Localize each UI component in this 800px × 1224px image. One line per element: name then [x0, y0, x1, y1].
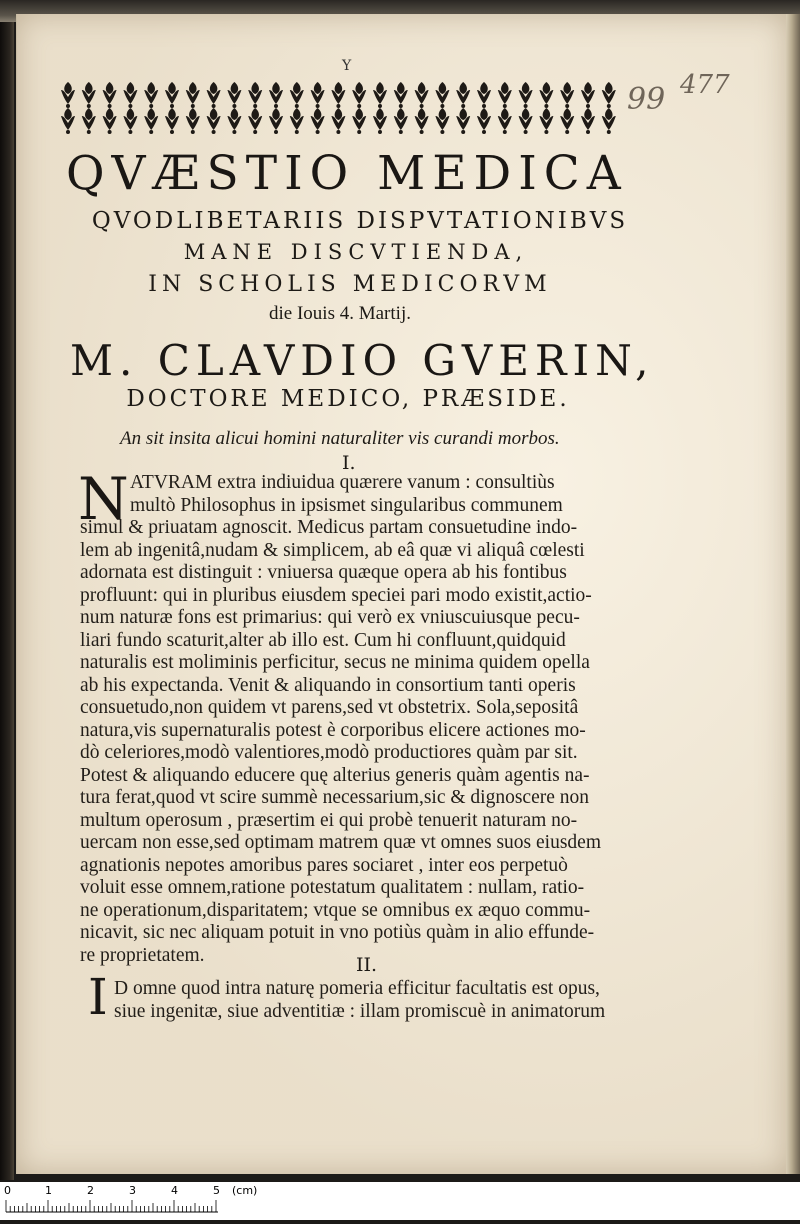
fleuron — [352, 82, 366, 108]
fleuron — [227, 108, 241, 134]
ruler-ticks — [0, 1182, 800, 1220]
fleuron — [61, 82, 75, 108]
fleuron — [82, 108, 96, 134]
ruler-label: 0 — [4, 1184, 11, 1197]
text-line: num naturæ fons est primarius: qui verò ex vniuscuiusque pecu- — [80, 607, 580, 628]
thesis-question: An sit insita alicui homini naturaliter vis curandi morbos. — [120, 428, 560, 449]
text-line: naturalis est moliminis perficitur, secus ne minima quidem opella — [80, 652, 590, 673]
section-2-text — [80, 978, 652, 1023]
fleuron — [165, 82, 179, 108]
text-line: uercam non esse,sed optimam matrem quæ vt omnes suos eiusdem — [80, 832, 601, 853]
fleuron — [165, 108, 179, 134]
fleuron — [311, 108, 325, 134]
fleuron — [394, 82, 408, 108]
fleuron — [186, 108, 200, 134]
text-line: natura,vis supernaturalis potest è corporibus elicere actiones mo- — [80, 719, 586, 741]
text-line: liari fundo scaturit,alter ab illo est. Cum hi confluunt,quidquid — [80, 629, 566, 651]
drop-cap-2: I — [88, 968, 108, 1026]
subtitle-line-2: MANE DISCVTIENDA, — [183, 240, 529, 264]
text-line: siue ingenitæ, siue adventitiæ : illam promiscuè in animatorum — [114, 1000, 606, 1022]
decorative-headpiece — [58, 80, 622, 134]
date-line: die Iouis 4. Martij. — [269, 303, 411, 324]
folio-number-ink: 477 — [680, 70, 730, 100]
fleuron — [311, 82, 325, 108]
fleuron — [456, 82, 470, 108]
fleuron — [207, 82, 221, 108]
fleuron — [207, 108, 221, 134]
fleuron — [103, 108, 117, 134]
ruler-label: 1 — [45, 1184, 52, 1197]
fleuron — [331, 108, 345, 134]
fleuron — [560, 82, 574, 108]
fleuron — [373, 82, 387, 108]
fleuron — [331, 82, 345, 108]
text-line: Potest & aliquando educere quę alterius generis quàm agentis na- — [80, 764, 590, 786]
praeses-name: M. CLAVDIO GVERIN, — [70, 336, 655, 385]
fleuron — [269, 108, 283, 134]
subtitle-line-1: QVODLIBETARIIS DISPVTATIONIBVS — [91, 208, 629, 234]
ruler-label: 4 — [171, 1184, 178, 1197]
fleuron — [394, 108, 408, 134]
text-line: agnationis nepotes amoribus pares sociaret , inter eos perpetuò — [80, 854, 568, 876]
fleuron — [248, 108, 262, 134]
page-title: QVÆSTIO MEDICA — [66, 146, 628, 201]
fleuron — [602, 82, 616, 108]
fleuron — [415, 108, 429, 134]
fleuron — [498, 82, 512, 108]
fleuron — [144, 108, 158, 134]
fleuron — [186, 82, 200, 108]
scale-ruler — [0, 1182, 800, 1220]
text-line: nicavit, sic nec aliquam potuit in vno potiùs quàm in alio effunde- — [80, 922, 595, 943]
fleuron — [123, 108, 137, 134]
fleuron — [539, 108, 553, 134]
fleuron — [602, 108, 616, 134]
fleuron — [539, 82, 553, 108]
folio-number-pencil: 99 — [627, 82, 666, 117]
fleuron — [290, 82, 304, 108]
fleuron — [456, 108, 470, 134]
praeses-title: DOCTORE MEDICO, PRÆSIDE. — [126, 386, 570, 412]
text-line: multò Philosophus in ipsismet singularibus communem — [130, 494, 563, 516]
text-line: profluunt: qui in pluribus eiusdem speciei pari modo existit,actio- — [80, 584, 592, 606]
ruler-label: 5 — [213, 1184, 220, 1197]
fleuron — [352, 108, 366, 134]
fleuron — [435, 82, 449, 108]
fleuron — [123, 82, 137, 108]
text-line: D omne quod intra naturę pomeria efficitur facultatis est opus, — [114, 978, 600, 999]
fleuron — [248, 82, 262, 108]
drop-cap-1: N — [78, 465, 129, 533]
ruler-label: 2 — [87, 1184, 94, 1197]
fleuron — [477, 108, 491, 134]
fleuron — [144, 82, 158, 108]
fleuron — [373, 108, 387, 134]
text-line: ab his expectanda. Venit & aliquando in consortium tanti operis — [80, 674, 576, 696]
fleuron — [498, 108, 512, 134]
text-line: consuetudo,non quidem vt parens,sed vt obstetrix. Sola,sepositâ — [80, 697, 579, 718]
text-line: voluit esse omnem,ratione potestatum qualitatem : nullam, ratio- — [80, 877, 585, 898]
fleuron — [519, 82, 533, 108]
fleuron — [290, 108, 304, 134]
fleuron — [82, 82, 96, 108]
fleuron — [560, 108, 574, 134]
text-line: dò celeriores,modò valentiores,modò productiores quàm par sit. — [80, 742, 578, 763]
fleuron — [519, 108, 533, 134]
fleuron — [61, 108, 75, 134]
subtitle-line-3: IN SCHOLIS MEDICORVM — [148, 272, 552, 297]
text-line: ne operationum,disparitatem; vtque se omnibus ex æquo commu- — [80, 899, 591, 921]
text-line: re proprietatem. — [80, 944, 205, 966]
text-line: multum operosum , præsertim ei qui probè tenuerit naturam no- — [80, 809, 578, 831]
page-right-edge — [786, 14, 800, 1174]
fleuron — [477, 82, 491, 108]
text-line: lem ab ingenitâ,nudam & simplicem, ab eâ quæ vi aliquâ cœlesti — [80, 539, 585, 561]
section-1-text — [78, 465, 648, 967]
fleuron — [581, 82, 595, 108]
fleuron — [435, 108, 449, 134]
signature-mark: Y — [342, 58, 352, 74]
text-line: tura ferat,quod vt scire summè necessarium,sic & dignoscere non — [80, 787, 590, 808]
section-numeral-1: I. — [342, 452, 356, 474]
ruler-unit: (cm) — [232, 1184, 258, 1197]
text-line: ATVRAM extra indiuidua quærere vanum : consultiùs — [130, 472, 555, 493]
fleuron — [227, 82, 241, 108]
fleuron — [415, 82, 429, 108]
ruler-label: 3 — [129, 1184, 136, 1197]
fleuron — [269, 82, 283, 108]
section-numeral-2: II. — [356, 954, 378, 976]
text-line: simul & priuatam agnoscit. Medicus partam consuetudine indo- — [80, 517, 578, 538]
fleuron — [103, 82, 117, 108]
book-spine — [0, 0, 14, 1180]
fleuron — [581, 108, 595, 134]
text-line: adornata est distinguit : vniuersa quæque opera ab his fontibus — [80, 562, 567, 583]
